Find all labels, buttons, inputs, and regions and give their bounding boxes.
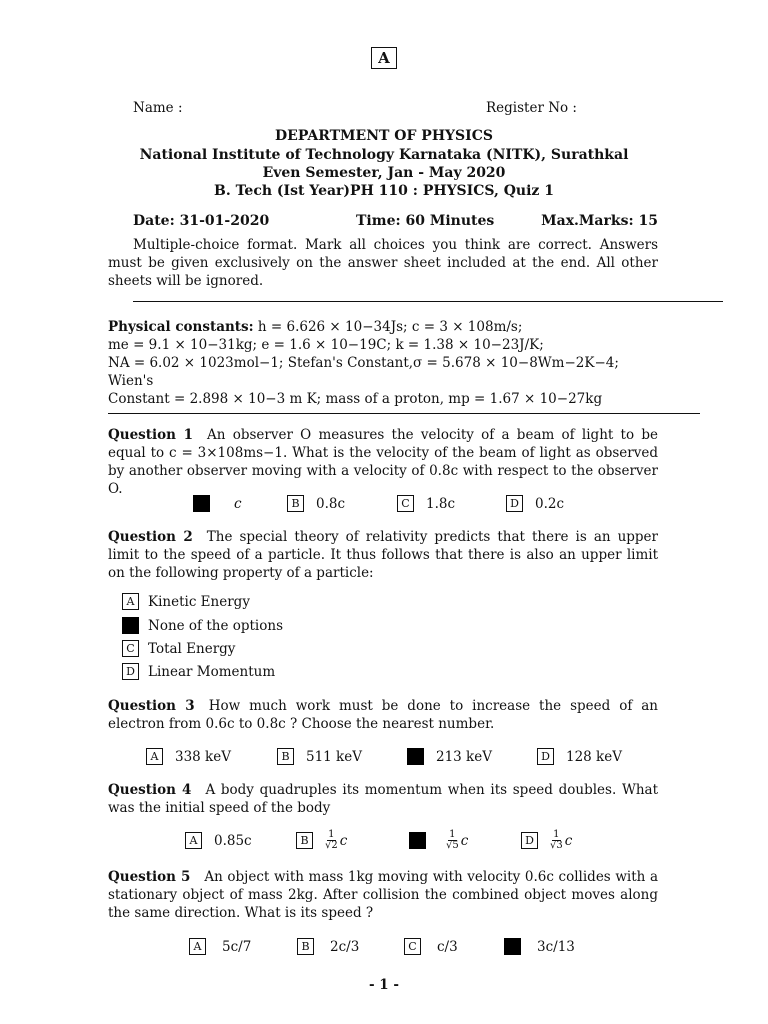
course-line: B. Tech (Ist Year)PH 110 : PHYSICS, Quiz 1: [214, 183, 554, 199]
constants-line-3: NA = 6.02 × 1023mol−1; Stefan's Constant,σ = 5.678 × 10−8Wm−2K−4; Wien's: [108, 355, 619, 389]
question-3: [108, 697, 658, 733]
name-label: Name :: [133, 100, 183, 116]
option-text: c: [339, 832, 348, 849]
q4-option-c[interactable]: [409, 830, 468, 851]
answer-box[interactable]: B: [122, 617, 139, 634]
instructions: [108, 236, 658, 290]
answer-box[interactable]: C: [122, 640, 139, 657]
q4-option-b[interactable]: [296, 830, 347, 851]
q1-option-a[interactable]: [193, 495, 242, 512]
question-title: Question 5: [108, 869, 191, 885]
question-title: Question 4: [108, 782, 192, 798]
q5-option-d[interactable]: [504, 938, 575, 955]
q2-option-c[interactable]: [122, 640, 235, 657]
question-5: [108, 868, 658, 922]
q1-option-d[interactable]: [506, 495, 564, 512]
question-text: A body quadruples its momentum when its speed doubles. What was the initial speed of the body: [108, 782, 659, 816]
question-1: [108, 426, 658, 498]
q1-option-b[interactable]: [287, 495, 345, 512]
option-text: 128 keV: [566, 748, 622, 765]
institute-name: National Institute of Technology Karnataka (NITK), Surathkal: [139, 147, 629, 163]
constants-line-4: Constant = 2.898 × 10−3 m K; mass of a proton, mp = 1.67 × 10−27kg: [108, 391, 603, 407]
fraction: $\frac{1}{√5}$: [446, 829, 459, 851]
q4-option-a[interactable]: [185, 832, 252, 849]
q1-option-c[interactable]: [397, 495, 455, 512]
q3-option-a[interactable]: [146, 748, 231, 765]
paper-set-box: A: [371, 47, 397, 69]
answer-box[interactable]: A: [122, 593, 139, 610]
q4-option-d[interactable]: [521, 830, 572, 851]
question-title: Question 1: [108, 427, 193, 443]
option-text: 2c/3: [330, 938, 360, 955]
answer-box[interactable]: B: [297, 938, 314, 955]
q2-option-a[interactable]: [122, 593, 250, 610]
answer-box[interactable]: B: [277, 748, 294, 765]
option-text: c: [564, 832, 573, 849]
option-text: 213 keV: [436, 748, 492, 765]
exam-date: Date: 31-01-2020: [133, 213, 270, 229]
constants-line-2: me = 9.1 × 10−31kg; e = 1.6 × 10−19C; k = 1.38 × 10−23J/K;: [108, 337, 544, 353]
q2-option-b[interactable]: [122, 617, 283, 634]
instructions-text: Multiple-choice format. Mark all choices you think are correct. Answers must be given exclusively on the answer sheet included at the end. All other sheets will be ignored.: [108, 237, 658, 289]
exam-info-row: [133, 213, 658, 229]
q3-option-d[interactable]: [537, 748, 622, 765]
question-text: How much work must be done to increase the speed of an electron from 0.6c to 0.8c ? Choose the nearest number.: [108, 698, 658, 732]
answer-box[interactable]: A: [185, 832, 202, 849]
option-text: c/3: [437, 938, 458, 955]
question-title: Question 3: [108, 698, 195, 714]
answer-box[interactable]: D: [506, 495, 523, 512]
option-text: Total Energy: [148, 640, 236, 657]
q5-option-c[interactable]: [404, 938, 458, 955]
answer-box[interactable]: D: [537, 748, 554, 765]
option-text: 0.85c: [214, 832, 252, 849]
fraction: $\frac{1}{√2}$: [325, 829, 338, 851]
answer-box[interactable]: C: [404, 938, 421, 955]
question-text: An object with mass 1kg moving with velocity 0.6c collides with a stationary object of mass 2kg. After collision the combined object moves along the same direction. What is its speed ?: [108, 869, 658, 921]
q3-option-c[interactable]: [407, 748, 492, 765]
option-text: 0.8c: [316, 495, 346, 512]
option-text: c: [460, 832, 469, 849]
answer-box[interactable]: B: [296, 832, 313, 849]
option-text: 0.2c: [535, 495, 565, 512]
option-text: 1.8c: [426, 495, 456, 512]
q5-option-a[interactable]: [189, 938, 251, 955]
page-number: - 1 -: [369, 977, 399, 993]
q5-option-b[interactable]: [297, 938, 359, 955]
option-text: None of the options: [148, 617, 283, 634]
department-title: DEPARTMENT OF PHYSICS: [275, 128, 493, 144]
semester-line: Even Semester, Jan - May 2020: [262, 165, 506, 181]
question-title: Question 2: [108, 529, 193, 545]
constants-line-1: h = 6.626 × 10−34Js; c = 3 × 108m/s;: [257, 319, 523, 335]
answer-box[interactable]: C: [407, 748, 424, 765]
exam-time: Time: 60 Minutes: [356, 213, 495, 229]
answer-box[interactable]: D: [122, 663, 139, 680]
fraction: $\frac{1}{√3}$: [550, 829, 563, 851]
answer-box[interactable]: D: [504, 938, 521, 955]
answer-box[interactable]: A: [193, 495, 210, 512]
q3-option-b[interactable]: [277, 748, 362, 765]
answer-box[interactable]: C: [397, 495, 414, 512]
answer-box[interactable]: B: [287, 495, 304, 512]
question-4: [108, 781, 658, 817]
divider-top: [133, 301, 723, 302]
question-text: An observer O measures the velocity of a beam of light to be equal to c = 3×108ms−1. What is the velocity of the beam of light as observed by another observer moving with a velocity of 0.8c with respect to the observer O.: [108, 427, 658, 497]
option-text: 511 keV: [306, 748, 362, 765]
option-text: 5c/7: [222, 938, 252, 955]
answer-box[interactable]: A: [146, 748, 163, 765]
option-text: 3c/13: [537, 938, 575, 955]
option-text: 338 keV: [175, 748, 231, 765]
q2-option-d[interactable]: [122, 663, 275, 680]
question-text: The special theory of relativity predicts that there is an upper limit to the speed of a particle. It thus follows that there is also an upper limit on the following property of a particle:: [108, 529, 659, 581]
max-marks: Max.Marks: 15: [541, 213, 658, 229]
option-text: c: [234, 495, 242, 512]
register-number-label: Register No :: [486, 100, 577, 116]
option-text: Kinetic Energy: [148, 593, 250, 610]
physical-constants: [108, 318, 668, 408]
option-text: Linear Momentum: [148, 663, 276, 680]
constants-heading: Physical constants:: [108, 319, 254, 335]
divider-bottom: [108, 413, 700, 414]
answer-box[interactable]: C: [409, 832, 426, 849]
answer-box[interactable]: A: [189, 938, 206, 955]
question-2: [108, 528, 658, 582]
answer-box[interactable]: D: [521, 832, 538, 849]
